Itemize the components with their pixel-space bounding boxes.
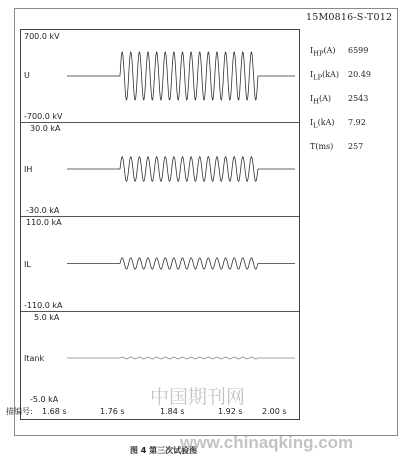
panel-ih <box>21 122 299 217</box>
param-ihp: $I_{HP}(A)$ 6599 <box>310 46 369 58</box>
param-ilp: $I_{LP}(kA)$ 20.49 <box>310 70 371 82</box>
param-il-value: 7.92 <box>348 118 366 127</box>
il-ymax-label: 110.0 kA <box>26 218 62 227</box>
il-ymin-label: -110.0 kA <box>24 301 63 310</box>
ih-waveform-line <box>67 157 295 182</box>
itank-signal-label: Itank <box>24 354 45 363</box>
param-ih: $I_H(A)$ 2543 <box>310 94 369 106</box>
ih-signal-label: IH <box>24 165 33 174</box>
ih-ymin-label: -30.0 kA <box>26 206 60 215</box>
panel-il <box>21 216 299 312</box>
itank-ymin-label: -5.0 kA <box>30 395 59 404</box>
u-ymax-label: 700.0 kV <box>24 32 60 41</box>
x-tick-3: 1.84 s <box>160 407 185 416</box>
x-tick-5: 2.00 s <box>262 407 287 416</box>
u-waveform-line <box>67 52 295 100</box>
itank-ymax-label: 5.0 kA <box>34 313 60 322</box>
oscillogram <box>20 29 300 420</box>
param-il: $I_L(kA)$ 7.92 <box>310 118 366 130</box>
itank-waveform-line <box>67 357 295 359</box>
il-signal-label: IL <box>24 260 31 269</box>
u-waveform-plot <box>21 30 299 122</box>
figure-caption: 图 4 第三次试验图 <box>130 446 198 455</box>
param-ih-value: 2543 <box>348 94 369 103</box>
x-tick-2: 1.76 s <box>100 407 125 416</box>
ih-waveform-plot <box>21 122 299 216</box>
u-ymin-label: -700.0 kV <box>24 112 63 121</box>
watermark-cn: 中国期刊网 <box>150 386 246 408</box>
il-waveform-plot <box>21 216 299 311</box>
ih-ymax-label: 30.0 kA <box>30 124 61 133</box>
u-signal-label: U <box>24 71 30 80</box>
x-axis-prefix: 描编号: <box>6 407 33 416</box>
param-t: T(ms) 257 <box>310 142 364 151</box>
param-t-value: 257 <box>348 142 364 151</box>
document-id: 15M0816-S-T012 <box>306 12 393 23</box>
x-tick-4: 1.92 s <box>218 407 243 416</box>
param-ihp-value: 6599 <box>348 46 369 55</box>
il-waveform-line <box>67 258 295 269</box>
param-ilp-value: 20.49 <box>348 70 371 79</box>
panel-u <box>21 30 299 123</box>
x-tick-1: 1.68 s <box>42 407 67 416</box>
watermark-url: www.chinaqking.com <box>180 433 354 452</box>
